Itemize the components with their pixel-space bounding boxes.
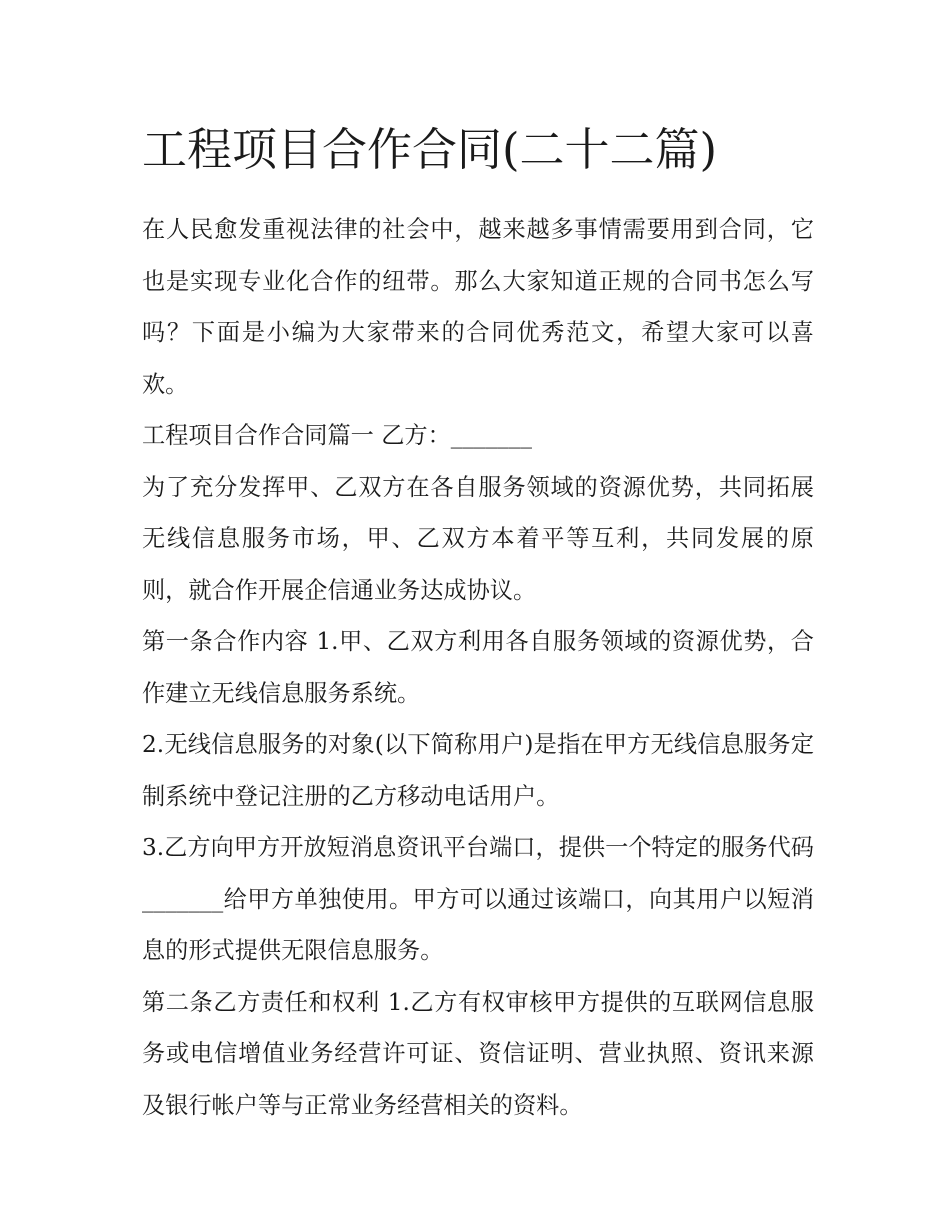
intro-paragraph: 在人民愈发重视法律的社会中，越来越多事情需要用到合同，它也是实现专业化合作的纽带。那么大家知道正规的合同书怎么写吗？下面是小编为大家带来的合同优秀范文，希望大家可以喜欢。 <box>142 216 814 398</box>
section-heading-party-b: 工程项目合作合同篇一 乙方：_______ <box>142 422 532 449</box>
preamble-paragraph: 为了充分发挥甲、乙双方在各自服务领域的资源优势，共同拓展无线信息服务市场，甲、乙双方本着平等互利，共同发展的原则，就合作开展企信通业务达成协议。 <box>142 473 814 604</box>
article-1-item-2: 2.无线信息服务的对象(以下简称用户)是指在甲方无线信息服务定制系统中登记注册的乙方移动电话用户。 <box>142 731 814 810</box>
article-1-item-3: 3.乙方向甲方开放短消息资讯平台端口，提供一个特定的服务代码_______给甲方单独使用。甲方可以通过该端口，向其用户以短消息的形式提供无限信息服务。 <box>142 834 814 964</box>
document-title: 工程项目合作合同(二十二篇) <box>142 123 718 176</box>
article-1-item-1: 第一条合作内容 1.甲、乙双方利用各自服务领域的资源优势，合作建立无线信息服务系统。 <box>142 628 814 707</box>
document-body <box>142 118 814 1131</box>
article-2-item-1: 第二条乙方责任和权利 1.乙方有权审核甲方提供的互联网信息服务或电信增值业务经营许可证、资信证明、营业执照、资讯来源及银行帐户等与正常业务经营相关的资料。 <box>142 988 814 1119</box>
